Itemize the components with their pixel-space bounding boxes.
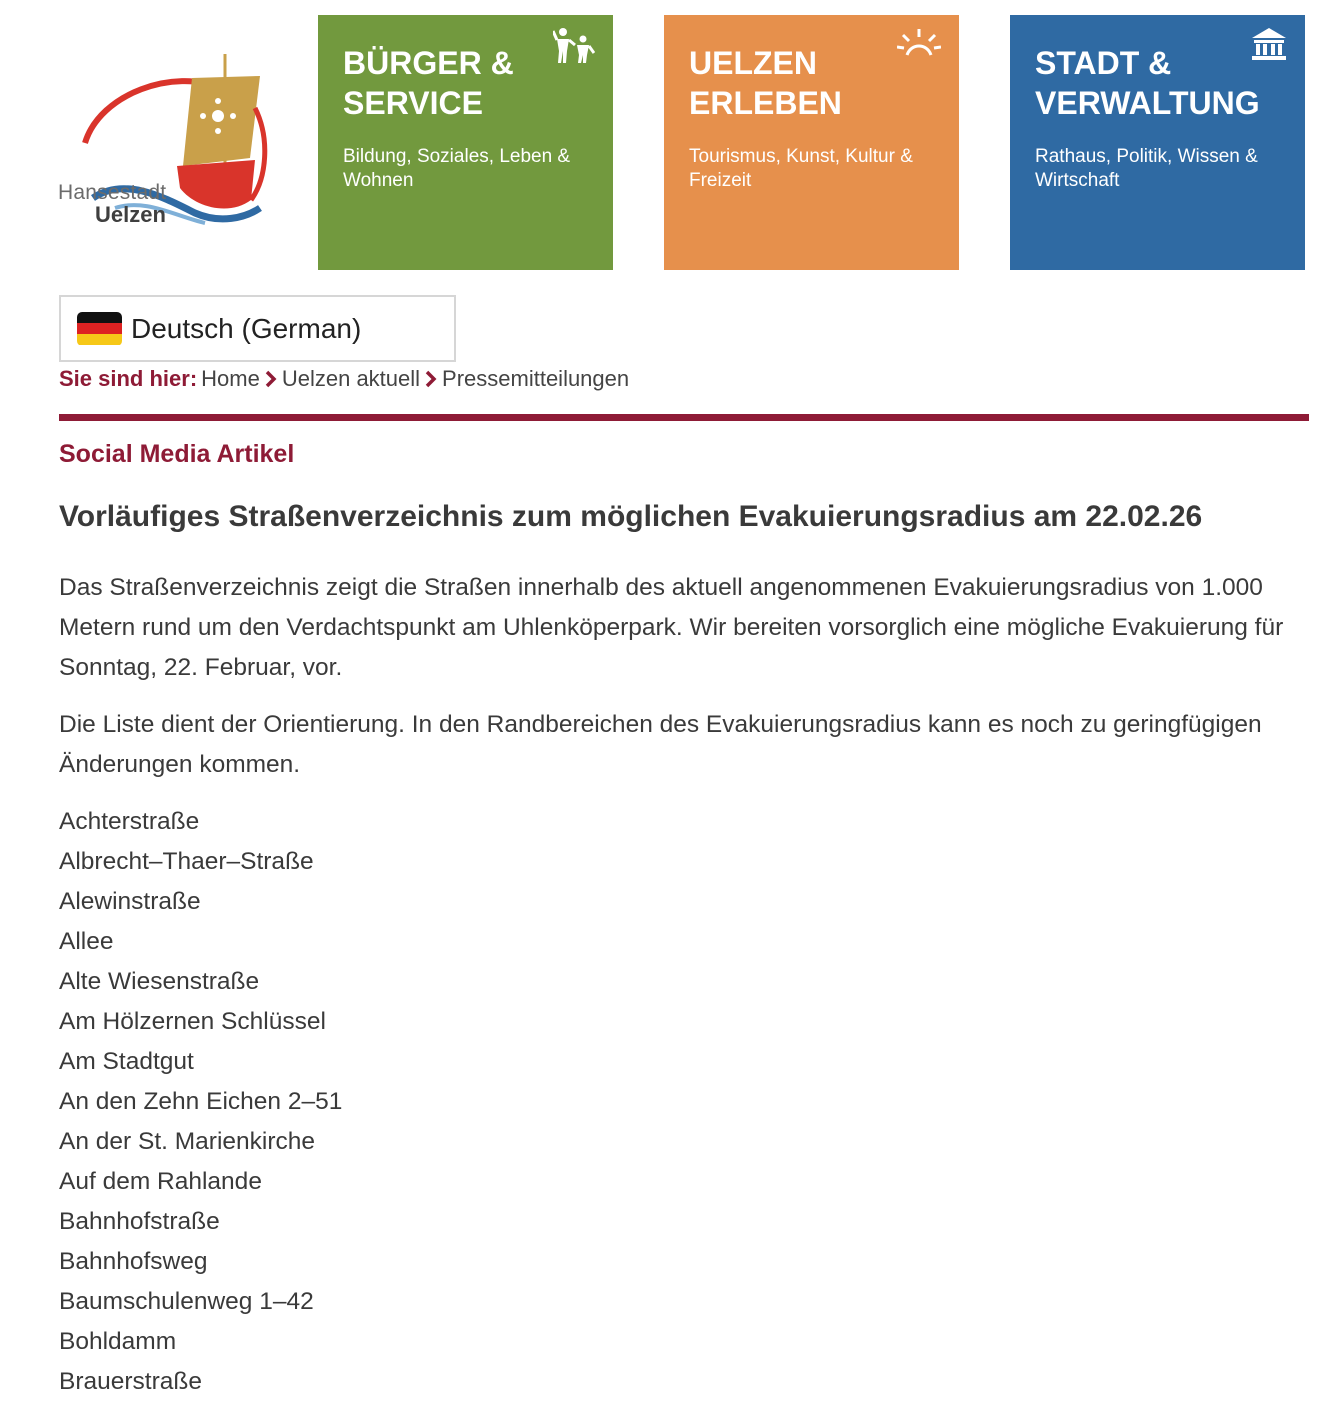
breadcrumb-home[interactable]: Home [201,366,260,391]
street-item: Allee [59,928,114,955]
tile-stadt-verwaltung[interactable] [1010,15,1305,270]
language-label: Deutsch (German) [131,312,362,344]
street-item: Albrecht–Thaer–Straße [59,848,314,875]
tile-subtitle: Rathaus, Politik, Wissen & Wirtschaft [1035,146,1258,191]
sun-icon [897,27,941,62]
street-item: Achterstraße [59,808,200,835]
breadcrumb-uelzen-aktuell[interactable]: Uelzen aktuell [281,366,421,391]
street-item: Bahnhofstraße [59,1208,220,1235]
divider [59,414,1309,421]
tile-buerger-service[interactable] [318,15,613,270]
article-title: Vorläufiges Straßenverzeichnis zum möglichen Evakuierungsradius am 22.02.26 [59,500,1203,533]
townhall-icon [1251,27,1287,66]
street-list [59,802,342,1402]
street-item: Alte Wiesenstraße [59,968,260,995]
street-item: Brauerstraße [59,1368,202,1395]
article-category: Social Media Artikel [59,440,295,468]
article-paragraph: Die Liste dient der Orientierung. In den Randbereichen des Evakuierungsradius kann es noch zu geringfügigen Änderungen kommen. [59,711,1262,778]
tile-uelzen-erleben[interactable] [664,15,959,270]
logo-text-uelzen: Uelzen [95,202,166,227]
breadcrumb [59,366,629,392]
street-item: Auf dem Rahlande [59,1168,262,1195]
family-icon [553,27,595,68]
street-item: Bohldamm [59,1328,177,1355]
street-item: An der St. Marienkirche [59,1128,315,1155]
german-flag-icon [77,312,122,346]
street-item: Am Hölzernen Schlüssel [59,1008,326,1035]
street-item: Alewinstraße [59,888,201,915]
tile-title: STADT & VERWALTUNG [1035,45,1260,121]
street-item: Am Stadtgut [59,1048,194,1075]
breadcrumb-pressemitteilungen[interactable]: Pressemitteilungen [442,366,630,391]
tile-subtitle: Bildung, Soziales, Leben & Wohnen [343,146,571,191]
logo-text-hansestadt: Hansestadt [58,181,167,204]
language-selector[interactable] [59,295,456,362]
street-item: Bahnhofsweg [59,1248,208,1275]
street-item: An den Zehn Eichen 2–51 [59,1088,343,1115]
tile-title: UELZEN ERLEBEN [689,45,842,121]
tile-title: BÜRGER & SERVICE [343,45,514,121]
chevron-right-icon [265,370,277,388]
chevron-right-icon [425,370,437,388]
tile-subtitle: Tourismus, Kunst, Kultur & Freizeit [689,146,913,191]
breadcrumb-prefix: Sie sind hier: [59,366,198,391]
article-paragraph: Das Straßenverzeichnis zeigt die Straßen innerhalb des aktuell angenommenen Evakuierungsradius von 1.000 Metern rund um den Verdachtspunkt am Uhlenköperpark. Wir bereiten vorsorglich eine mögliche Evakuierung für Sonntag, 22. Februar, vor. [59,574,1284,681]
city-logo[interactable] [55,48,270,233]
street-item: Baumschulenweg 1–42 [59,1288,314,1315]
